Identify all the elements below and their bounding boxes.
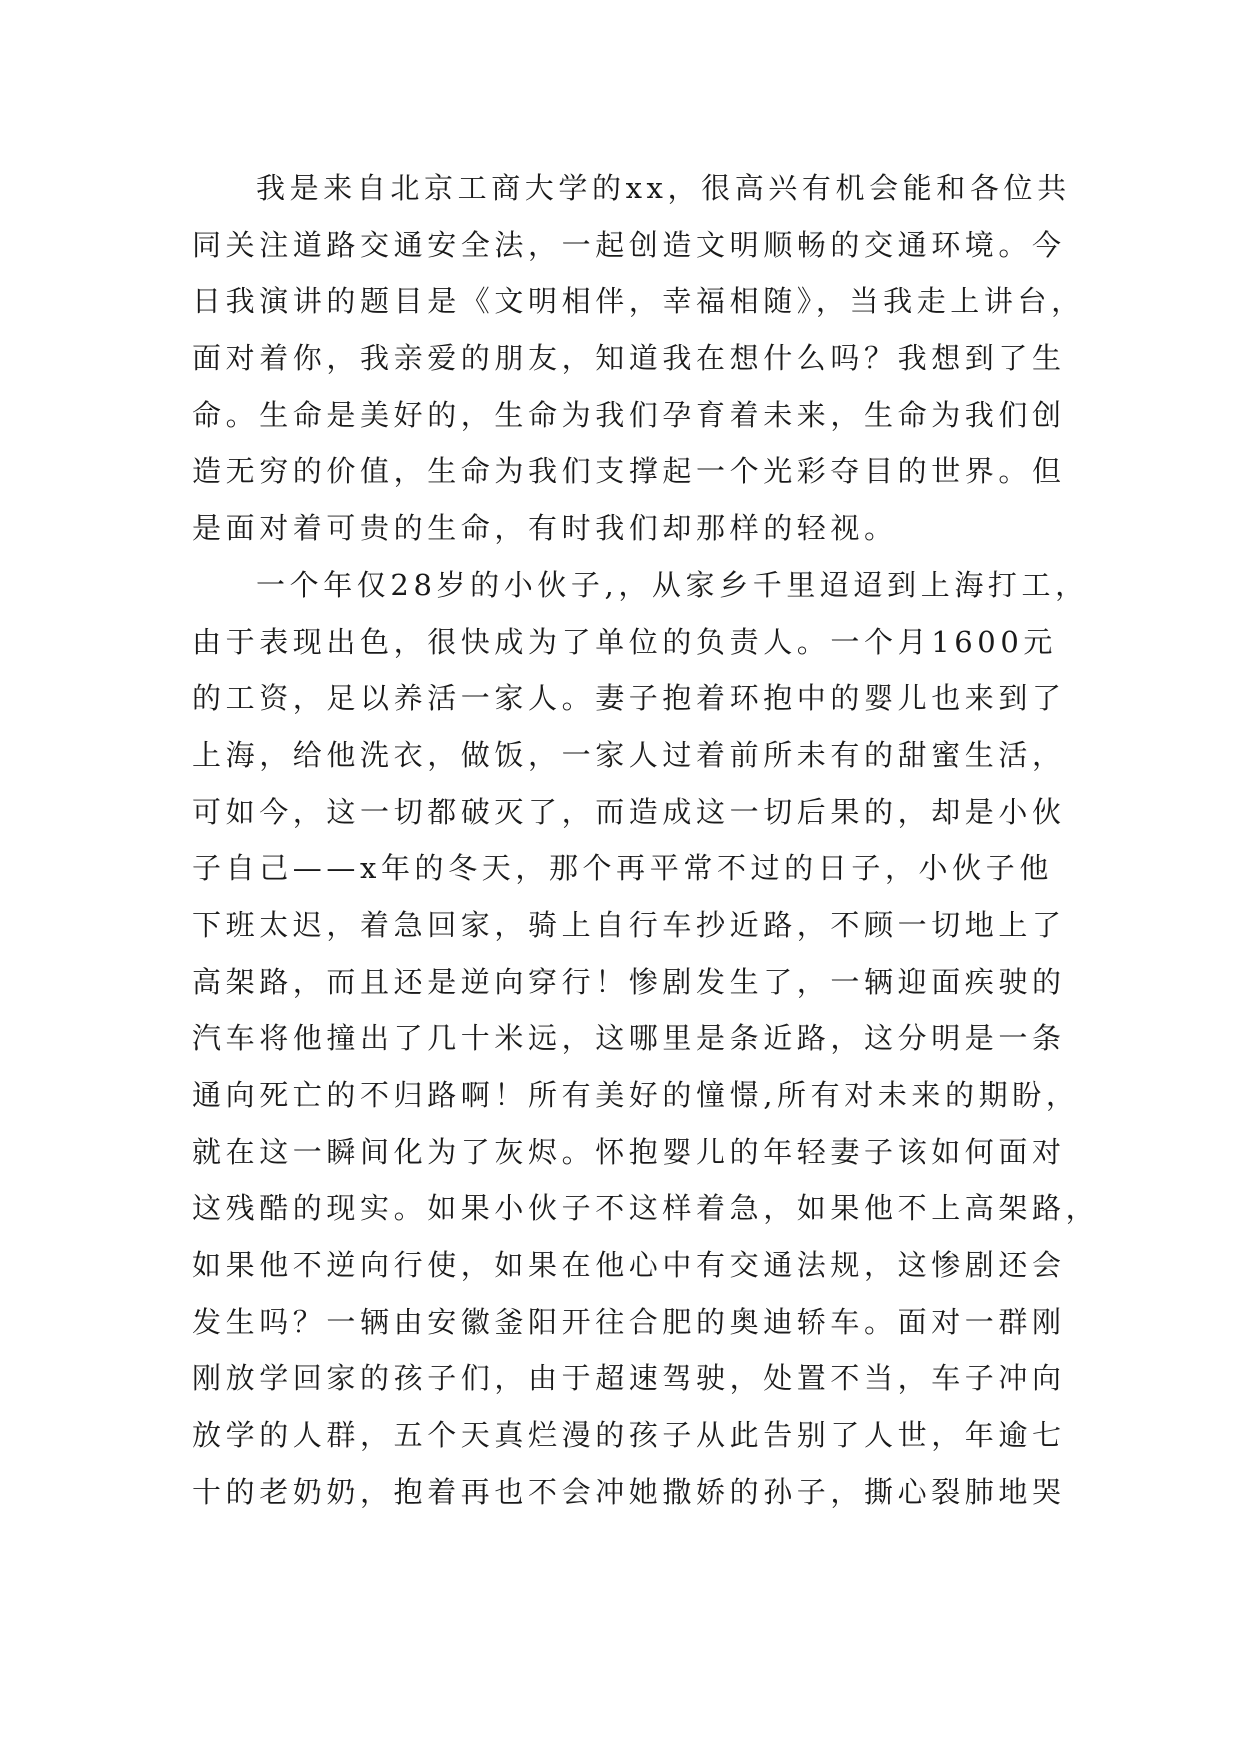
text-line: 就在这一瞬间化为了灰烬。怀抱婴儿的年轻妻子该如何面对: [192, 1134, 1066, 1169]
text-line: 发生吗？一辆由安徽釜阳开往合肥的奥迪轿车。面对一群刚: [192, 1304, 1066, 1339]
text-line: 造无穷的价值，生命为我们支撑起一个光彩夺目的世界。但: [192, 454, 1066, 489]
text-line: 放学的人群，五个天真烂漫的孩子从此告别了人世，年逾七: [192, 1418, 1066, 1453]
text-line: 同关注道路交通安全法，一起创造文明顺畅的交通环境。今: [192, 227, 1066, 262]
text-line: 这残酷的现实。如果小伙子不这样着急，如果他不上高架路，: [192, 1191, 1100, 1226]
text-line: 刚放学回家的孩子们，由于超速驾驶，处置不当，车子冲向: [192, 1361, 1066, 1396]
paragraph: [192, 160, 1085, 557]
text-line: 日我演讲的题目是《文明相伴，幸福相随》，当我走上讲台，: [192, 284, 1085, 319]
text-line: 一个年仅28岁的小伙子,，从家乡千里迢迢到上海打工，: [256, 567, 1089, 602]
text-line: 下班太迟，着急回家，骑上自行车抄近路，不顾一切地上了: [192, 907, 1066, 942]
text-line: 通向死亡的不归路啊！所有美好的憧憬,所有对未来的期盼，: [192, 1078, 1080, 1112]
text-line: 由于表现出色，很快成为了单位的负责人。一个月1600元: [192, 624, 1058, 659]
text-line: 如果他不逆向行使，如果在他心中有交通法规，这惨剧还会: [192, 1248, 1066, 1283]
text-line: 我是来自北京工商大学的xx，很高兴有机会能和各位共: [256, 171, 1071, 205]
text-line: 的工资，足以养活一家人。妻子抱着环抱中的婴儿也来到了: [192, 681, 1066, 716]
text-line: 高架路，而且还是逆向穿行！惨剧发生了，一辆迎面疾驶的: [192, 964, 1066, 999]
text-line: 是面对着可贵的生命，有时我们却那样的轻视。: [192, 511, 898, 546]
text-line: 子自己——x年的冬天，那个再平常不过的日子，小伙子他: [192, 851, 1053, 886]
text-line: 汽车将他撞出了几十米远，这哪里是条近路，这分明是一条: [192, 1021, 1066, 1056]
text-line: 命。生命是美好的，生命为我们孕育着未来，生命为我们创: [192, 397, 1066, 432]
speech-body: [192, 160, 1100, 1521]
paragraph: [192, 557, 1100, 1521]
text-line: 可如今，这一切都破灭了，而造成这一切后果的，却是小伙: [192, 794, 1066, 829]
text-line: 上海，给他洗衣，做饭，一家人过着前所未有的甜蜜生活，: [192, 737, 1066, 772]
text-line: 面对着你，我亲爱的朋友，知道我在想什么吗？我想到了生: [192, 341, 1066, 376]
text-line: 十的老奶奶，抱着再也不会冲她撒娇的孙子，撕心裂肺地哭: [192, 1474, 1066, 1509]
